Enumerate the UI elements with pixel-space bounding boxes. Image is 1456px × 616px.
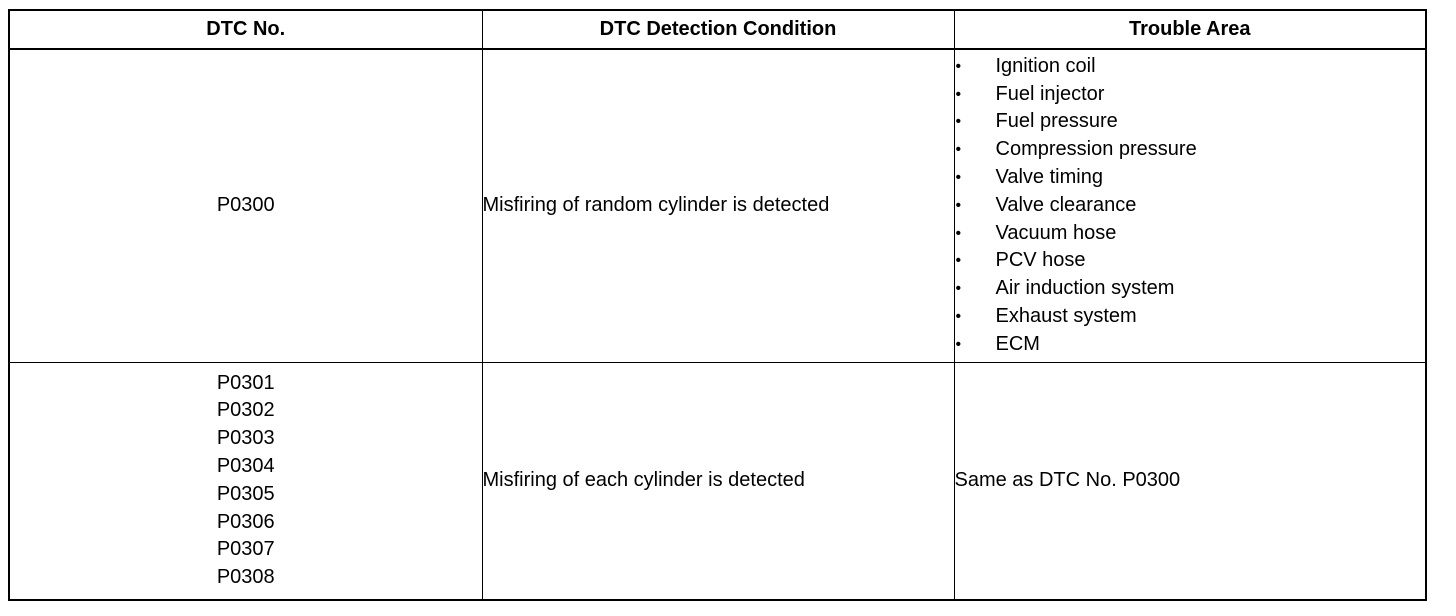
bullet-icon: • xyxy=(955,57,962,75)
bullet-icon: • xyxy=(955,308,962,326)
bullet-icon: • xyxy=(955,113,962,131)
header-trouble-area: Trouble Area xyxy=(954,10,1426,49)
dtc-code: P0304 xyxy=(216,454,275,477)
trouble-item: Air induction system xyxy=(995,277,1175,300)
table-row xyxy=(9,362,1426,600)
trouble-item: Compression pressure xyxy=(995,138,1197,161)
list-item xyxy=(955,303,1426,331)
detection-condition-cell: Misfiring of random cylinder is detected xyxy=(482,49,954,362)
trouble-item: Vacuum hose xyxy=(995,221,1117,244)
list-item xyxy=(955,108,1426,136)
dtc-code: P0308 xyxy=(216,566,275,589)
bullet-icon: • xyxy=(955,141,962,159)
trouble-item: Valve clearance xyxy=(995,193,1137,216)
bullet-icon: • xyxy=(955,252,962,270)
trouble-area-list xyxy=(955,53,1426,359)
list-item xyxy=(955,247,1426,275)
bullet-icon: • xyxy=(955,196,962,214)
trouble-area-cell xyxy=(954,49,1426,362)
trouble-area-cell: Same as DTC No. P0300 xyxy=(954,362,1426,600)
list-item xyxy=(955,136,1426,164)
bullet-icon: • xyxy=(955,335,962,353)
bullet-icon: • xyxy=(955,280,962,298)
bullet-icon: • xyxy=(955,169,962,187)
list-item xyxy=(955,220,1426,248)
list-item xyxy=(955,275,1426,303)
trouble-item: ECM xyxy=(995,332,1040,355)
list-item xyxy=(955,192,1426,220)
dtc-code-cell xyxy=(9,362,482,600)
list-item xyxy=(955,81,1426,109)
trouble-item: Fuel injector xyxy=(995,82,1105,105)
dtc-code: P0307 xyxy=(216,538,275,561)
trouble-item: Exhaust system xyxy=(995,305,1137,328)
trouble-item: Fuel pressure xyxy=(995,110,1118,133)
list-item xyxy=(955,164,1426,192)
dtc-code: P0301 xyxy=(216,371,275,394)
dtc-code-cell xyxy=(9,49,482,362)
dtc-code: P0305 xyxy=(216,482,275,505)
dtc-code: P0302 xyxy=(216,399,275,422)
list-item xyxy=(955,331,1426,359)
dtc-code: P0300 xyxy=(216,193,275,216)
header-dtc-no: DTC No. xyxy=(9,10,482,49)
dtc-table xyxy=(8,9,1427,601)
table-header-row xyxy=(9,10,1426,49)
trouble-item: Valve timing xyxy=(995,166,1103,189)
dtc-code: P0306 xyxy=(216,510,275,533)
trouble-item: Ignition coil xyxy=(995,54,1096,77)
bullet-icon: • xyxy=(955,85,962,103)
detection-condition-cell: Misfiring of each cylinder is detected xyxy=(482,362,954,600)
table-row xyxy=(9,49,1426,362)
bullet-icon: • xyxy=(955,224,962,242)
trouble-item: PCV hose xyxy=(995,249,1086,272)
header-detection-condition: DTC Detection Condition xyxy=(482,10,954,49)
list-item xyxy=(955,53,1426,81)
dtc-code: P0303 xyxy=(216,427,275,450)
